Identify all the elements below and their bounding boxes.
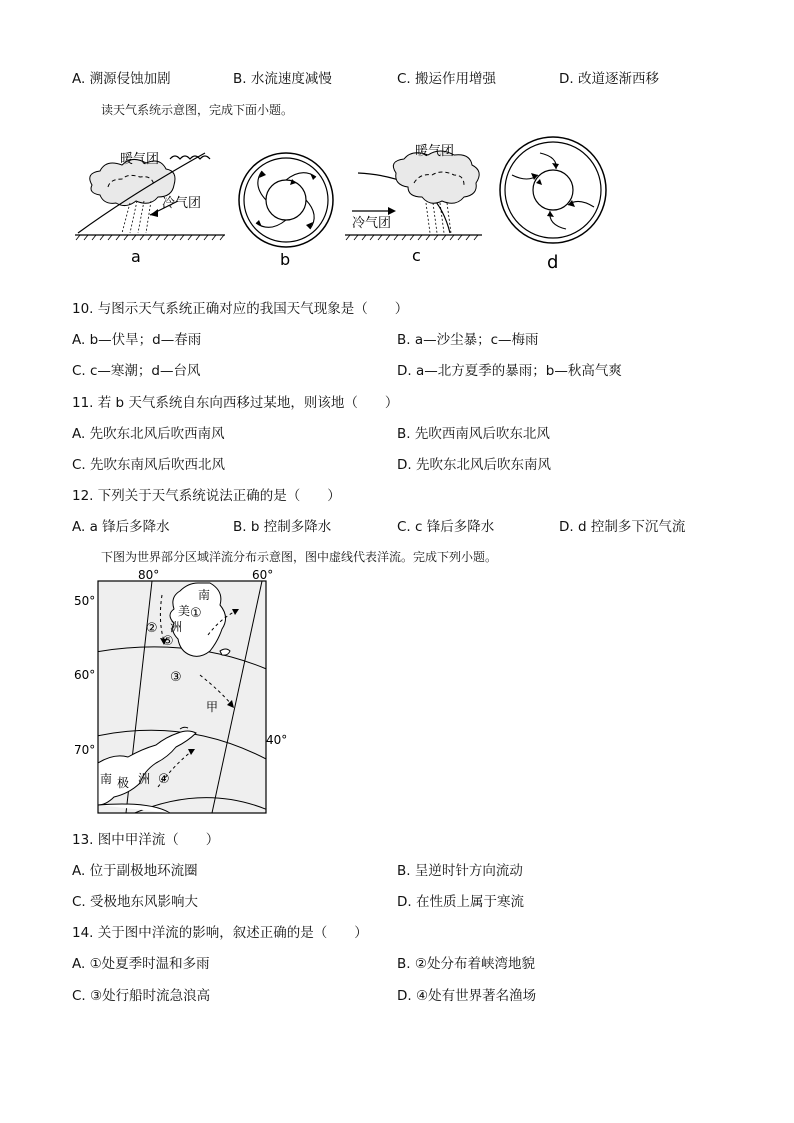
weather-intro: 读天气系统示意图，完成下面小题。 <box>101 103 294 117</box>
panel-label-b: b <box>280 250 291 269</box>
weather-systems-figure <box>70 135 620 275</box>
ocean-intro: 下图为世界部分区域洋流分布示意图，图中虚线代表洋流。完成下列小题。 <box>101 550 498 564</box>
label-mei: 美 <box>178 604 191 618</box>
warm-air-label-c: 暖气团 <box>415 144 455 159</box>
q11-option-c: C. 先吹东南风后吹西北风 <box>72 457 226 473</box>
label-zhou: 洲 <box>170 620 183 634</box>
q13-stem: 13. 图中甲洋流（ ） <box>72 832 220 848</box>
q10-option-b: B. a—沙尘暴；c—梅雨 <box>397 332 539 348</box>
q14-option-d: D. ④处有世界著名渔场 <box>397 988 537 1004</box>
q11-stem: 11. 若 b 天气系统自东向西移过某地，则该地（ ） <box>72 395 399 411</box>
q14-stem: 14. 关于图中洋流的影响，叙述正确的是（ ） <box>72 925 368 941</box>
q12-option-b: B. b 控制多降水 <box>233 519 332 535</box>
q10-option-d: D. a—北方夏季的暴雨；b—秋高气爽 <box>397 363 622 379</box>
lon-label-60: 60° <box>252 568 274 582</box>
q12-stem: 12. 下列关于天气系统说法正确的是（ ） <box>72 488 341 504</box>
panel-label-c: c <box>412 246 421 265</box>
q9-option-d: D. 改道逐渐西移 <box>559 71 659 87</box>
marker-2: ② <box>146 621 158 636</box>
panel-c-cold-front <box>345 143 482 265</box>
ocean-current-map <box>70 565 288 820</box>
q13-option-b: B. 呈逆时针方向流动 <box>397 863 523 879</box>
q12-option-c: C. c 锋后多降水 <box>397 519 495 535</box>
q9-option-b: B. 水流速度减慢 <box>233 71 332 87</box>
panel-label-d: d <box>547 252 559 273</box>
cold-air-label-c: 冷气团 <box>352 216 392 231</box>
warm-air-label-a: 暖气团 <box>120 152 160 167</box>
lat-label-70: 70° <box>74 743 96 757</box>
q13-option-a: A. 位于副极地环流圈 <box>72 863 198 879</box>
lon-label-40: 40° <box>266 733 288 747</box>
marker-1: ① <box>190 606 202 621</box>
lat-label-60: 60° <box>74 668 96 682</box>
q10-option-a: A. b—伏旱；d—春雨 <box>72 332 202 348</box>
cold-air-label-a: 冷气团 <box>162 196 202 211</box>
q11-option-d: D. 先吹东北风后吹东南风 <box>397 457 551 473</box>
label-antarctica-ji: 极 <box>117 776 130 790</box>
q11-option-a: A. 先吹东北风后吹西南风 <box>72 426 225 442</box>
label-antarctica-nan: 南 <box>100 772 113 786</box>
q12-option-a: A. a 锋后多降水 <box>72 519 170 535</box>
q14-option-c: C. ③处行船时流急浪高 <box>72 988 211 1004</box>
panel-label-a: a <box>131 247 141 266</box>
marker-4: ④ <box>158 772 170 787</box>
q10-stem: 10. 与图示天气系统正确对应的我国天气现象是（ ） <box>72 301 409 317</box>
lat-label-50: 50° <box>74 594 96 608</box>
q14-option-b: B. ②处分布着峡湾地貌 <box>397 956 535 972</box>
q11-option-b: B. 先吹西南风后吹东北风 <box>397 426 550 442</box>
label-antarctica-zhou: 洲 <box>138 772 151 786</box>
q9-option-a: A. 溯源侵蚀加剧 <box>72 71 171 87</box>
panel-b-anticyclone <box>239 153 333 269</box>
q10-option-c: C. c—寒潮；d—台风 <box>72 363 201 379</box>
marker-5: ⑤ <box>162 634 174 649</box>
label-nan: 南 <box>198 588 211 602</box>
q12-option-d: D. d 控制多下沉气流 <box>559 519 686 535</box>
panel-a-warm-front <box>75 151 225 266</box>
lon-label-80: 80° <box>138 568 160 582</box>
marker-3: ③ <box>170 670 182 685</box>
q13-option-d: D. 在性质上属于寒流 <box>397 894 524 910</box>
q9-option-c: C. 搬运作用增强 <box>397 71 497 87</box>
panel-d-cyclone <box>500 137 606 273</box>
q13-option-c: C. 受极地东风影响大 <box>72 894 199 910</box>
label-jia: 甲 <box>206 700 219 714</box>
q14-option-a: A. ①处夏季时温和多雨 <box>72 956 210 972</box>
